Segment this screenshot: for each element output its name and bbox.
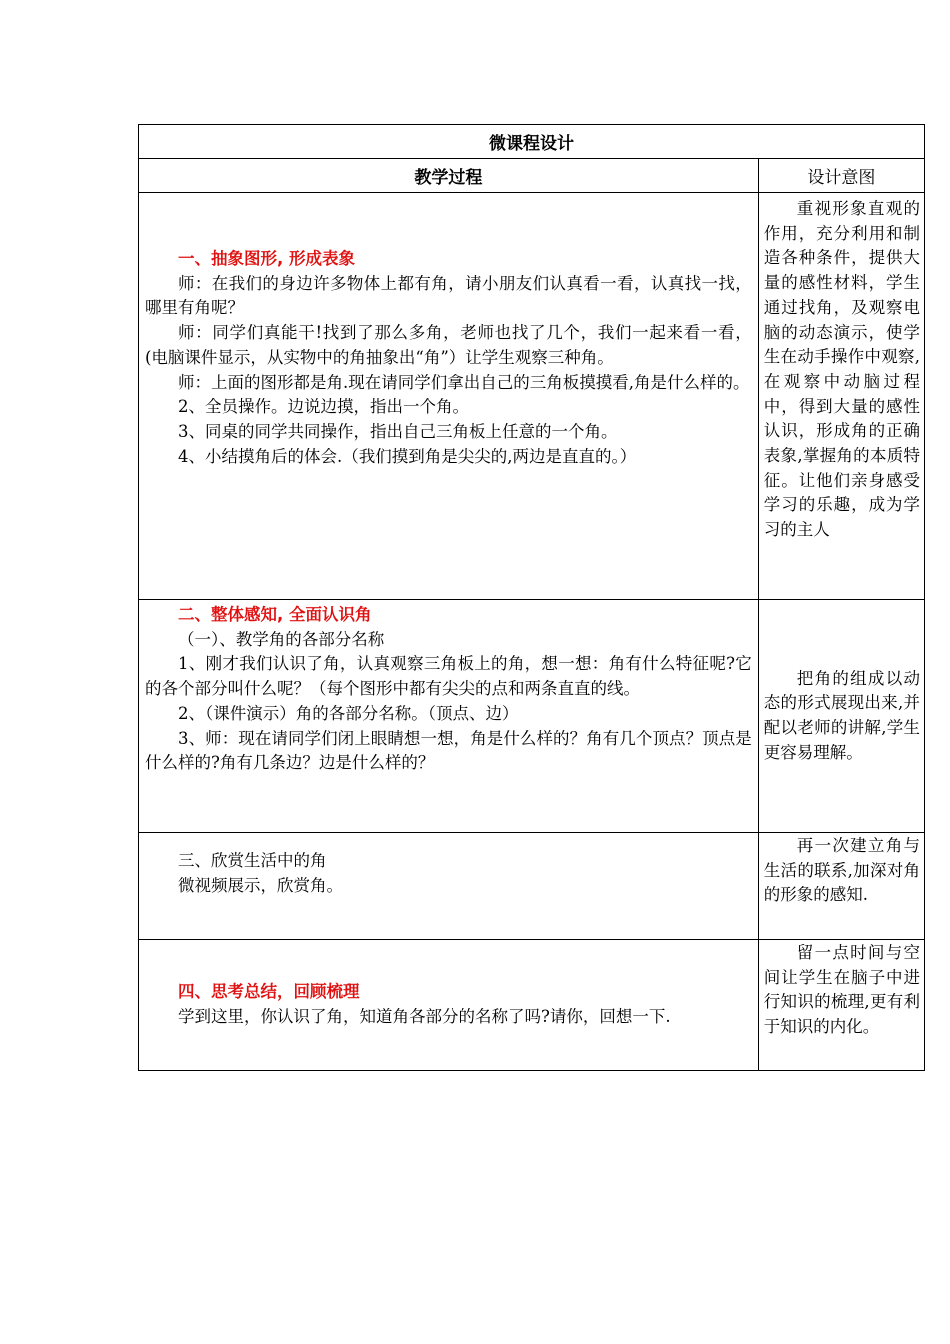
paragraph: 2、全员操作。边说边摸，指出一个角。 <box>178 397 469 417</box>
paragraph: 3、师：现在请同学们闭上眼睛想一想，角是什么样的？角有几个顶点？顶点是什么样的?角有几条边？边是什么样的？ <box>145 728 752 773</box>
paragraph: （一）、教学角的各部分名称 <box>178 629 385 649</box>
paragraph: 2、（课件演示）角的各部分名称。（顶点、边） <box>178 703 519 723</box>
process-cell-2 <box>139 600 759 833</box>
section-heading-1: 一、抽象图形, 形成表象 <box>178 249 356 268</box>
section-heading-2: 二、整体感知, 全面认识角 <box>178 605 372 624</box>
paragraph: 3、同桌的同学共同操作，指出自己三角板上任意的一个角。 <box>178 421 618 441</box>
paragraph: 师：在我们的身边许多物体上都有角，请小朋友们认真看一看，认真找一找，哪里有角呢？ <box>145 273 752 318</box>
paragraph: 微视频展示，欣赏角。 <box>178 875 343 895</box>
section-row-1 <box>139 193 925 600</box>
paragraph: 师：同学们真能干!找到了那么多角，老师也找了几个，我们一起来看一看，(电脑课件显示，从实物中的角抽象出“角”）让学生观察三种角。 <box>145 323 752 367</box>
document-title: 微课程设计 <box>139 125 925 159</box>
section-heading-3: 三、欣赏生活中的角 <box>178 851 327 870</box>
intent-cell-2 <box>758 600 924 833</box>
intent-cell-1 <box>758 193 924 600</box>
intent-text-1: 重视形象直观的作用，充分利用和制造各种条件，提供大量的感性材料，学生通过找角，及观察电脑的动态演示，使学生在动手操作中观察,在观察中动脑过程中，得到大量的感性认识，形成角的正确表象,掌握角的本质特征。让他们亲身感受学习的乐趣，成为学习的主人 <box>763 199 920 540</box>
column-header-process: 教学过程 <box>139 159 759 193</box>
paragraph: 4、小结摸角后的体会.（我们摸到角是尖尖的,两边是直直的。） <box>178 446 637 466</box>
process-cell-4 <box>139 940 759 1071</box>
intent-cell-4 <box>758 940 924 1071</box>
intent-text-3: 再一次建立角与生活的联系,加深对角的形象的感知. <box>763 836 920 905</box>
paragraph: 师：上面的图形都是角.现在请同学们拿出自己的三角板摸摸看,角是什么样的。 <box>178 372 750 392</box>
column-header-intent: 设计意图 <box>758 159 924 193</box>
process-cell-1 <box>139 193 759 600</box>
paragraph: 1、刚才我们认识了角，认真观察三角板上的角，想一想：角有什么特征呢?它的各个部分叫什么呢？（每个图形中都有尖尖的点和两条直直的线。 <box>145 654 752 699</box>
lesson-design-table <box>138 124 925 1071</box>
section-row-3 <box>139 833 925 940</box>
intent-text-2: 把角的组成以动态的形式展现出来,并配以老师的讲解,学生更容易理解。 <box>763 668 920 762</box>
paragraph: 学到这里，你认识了角，知道角各部分的名称了吗?请你，回想一下. <box>178 1006 671 1026</box>
intent-cell-3 <box>758 833 924 940</box>
section-row-2 <box>139 600 925 833</box>
process-cell-3 <box>139 833 759 940</box>
section-row-4 <box>139 940 925 1071</box>
intent-text-4: 留一点时间与空间让学生在脑子中进行知识的梳理,更有利于知识的内化。 <box>763 943 920 1037</box>
section-heading-4: 四、思考总结，回顾梳理 <box>178 982 360 1001</box>
